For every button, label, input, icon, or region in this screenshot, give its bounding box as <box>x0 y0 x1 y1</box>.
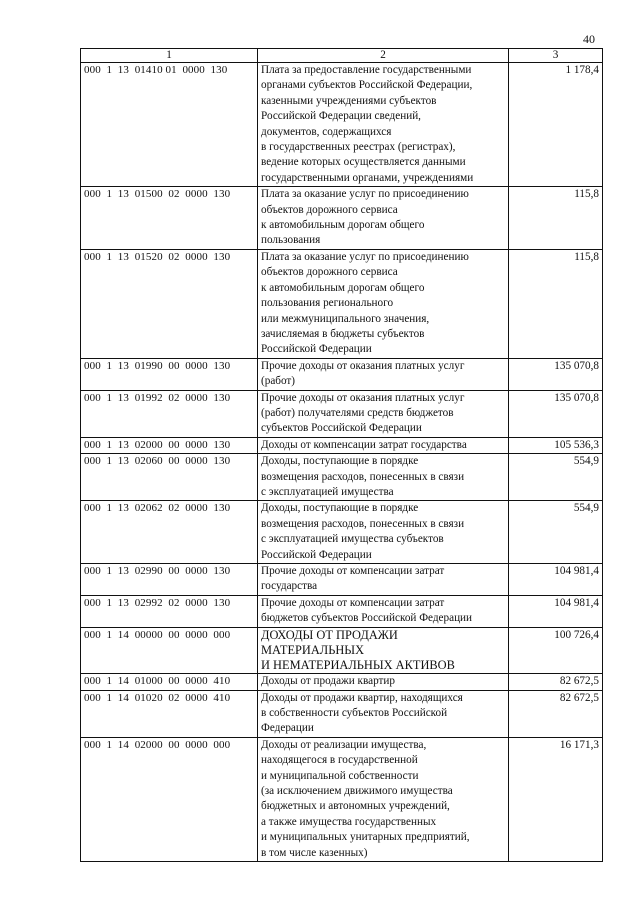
amount-cell: 105 536,3 <box>509 437 603 453</box>
revenue-name-cell: Прочие доходы от оказания платных услуг (работ) получателями средств бюджетов субъектов Российской Федерации <box>258 390 509 437</box>
amount-cell: 554,9 <box>509 501 603 564</box>
revenue-name-cell: Прочие доходы от оказания платных услуг (работ) <box>258 358 509 390</box>
table-row <box>81 249 603 358</box>
page-number: 40 <box>583 32 595 46</box>
table-row <box>81 690 603 737</box>
revenue-name-cell: Прочие доходы от компенсации затрат бюджетов субъектов Российской Федерации <box>258 595 509 627</box>
table-row <box>81 627 603 674</box>
table-row <box>81 187 603 250</box>
revenue-name-cell: Прочие доходы от компенсации затрат государства <box>258 564 509 596</box>
revenue-name-cell: Доходы от продажи квартир, находящихся в собственности субъектов Российской Федерации <box>258 690 509 737</box>
budget-code-cell: 000 1 13 02062 02 0000 130 <box>81 501 258 564</box>
revenue-table <box>80 48 603 862</box>
amount-cell: 135 070,8 <box>509 390 603 437</box>
table-header-row <box>81 49 603 63</box>
revenue-name-cell: Доходы от реализации имущества, находящегося в государственной и муниципальной собственности (за исключением движимого имущества бюджетных и автономных учреждений, а также имущества государственных и муниципальных унитарных предприятий, в том числе казенных) <box>258 737 509 861</box>
budget-code-cell: 000 1 14 01000 00 0000 410 <box>81 674 258 690</box>
table-row <box>81 564 603 596</box>
amount-cell: 82 672,5 <box>509 690 603 737</box>
table-row <box>81 63 603 187</box>
budget-code-cell: 000 1 13 02990 00 0000 130 <box>81 564 258 596</box>
budget-code-cell: 000 1 13 02060 00 0000 130 <box>81 454 258 501</box>
revenue-name-cell: Доходы от продажи квартир <box>258 674 509 690</box>
table-row <box>81 595 603 627</box>
budget-code-cell: 000 1 14 01020 02 0000 410 <box>81 690 258 737</box>
table-row <box>81 437 603 453</box>
amount-cell: 104 981,4 <box>509 595 603 627</box>
revenue-name-cell: Плата за оказание услуг по присоединению объектов дорожного сервиса к автомобильным дорогам общего пользования регионального или межмуниципального значения, зачисляемая в бюджеты субъектов Российской Федерации <box>258 249 509 358</box>
budget-code-cell: 000 1 13 02992 02 0000 130 <box>81 595 258 627</box>
revenue-name-cell: Плата за предоставление государственными органами субъектов Российской Федерации, казенными учреждениями субъектов Российской Федерации сведений, документов, содержащихся в государственных реестрах (регистрах), ведение которых осуществляется данными государственными органами, учреждениями <box>258 63 509 187</box>
column-header-name: 2 <box>258 49 509 63</box>
column-header-amount: 3 <box>509 49 603 63</box>
table-row <box>81 674 603 690</box>
table-row <box>81 390 603 437</box>
budget-code-cell: 000 1 13 02000 00 0000 130 <box>81 437 258 453</box>
revenue-name-cell: Доходы от компенсации затрат государства <box>258 437 509 453</box>
amount-cell: 104 981,4 <box>509 564 603 596</box>
amount-cell: 135 070,8 <box>509 358 603 390</box>
budget-code-cell: 000 1 13 01520 02 0000 130 <box>81 249 258 358</box>
amount-cell: 115,8 <box>509 187 603 250</box>
table-row <box>81 454 603 501</box>
amount-cell: 115,8 <box>509 249 603 358</box>
budget-code-cell: 000 1 13 01990 00 0000 130 <box>81 358 258 390</box>
table-row <box>81 501 603 564</box>
amount-cell: 100 726,4 <box>509 627 603 674</box>
budget-code-cell: 000 1 13 01992 02 0000 130 <box>81 390 258 437</box>
revenue-name-cell: Доходы, поступающие в порядке возмещения расходов, понесенных в связи с эксплуатацией имущества <box>258 454 509 501</box>
budget-code-cell: 000 1 14 00000 00 0000 000 <box>81 627 258 674</box>
budget-code-cell: 000 1 13 01410 01 0000 130 <box>81 63 258 187</box>
budget-code-cell: 000 1 13 01500 02 0000 130 <box>81 187 258 250</box>
amount-cell: 16 171,3 <box>509 737 603 861</box>
table-row <box>81 737 603 861</box>
amount-cell: 82 672,5 <box>509 674 603 690</box>
amount-cell: 554,9 <box>509 454 603 501</box>
revenue-name-cell: ДОХОДЫ ОТ ПРОДАЖИ МАТЕРИАЛЬНЫХ И НЕМАТЕРИАЛЬНЫХ АКТИВОВ <box>258 627 509 674</box>
column-header-code: 1 <box>81 49 258 63</box>
table-row <box>81 358 603 390</box>
budget-code-cell: 000 1 14 02000 00 0000 000 <box>81 737 258 861</box>
amount-cell: 1 178,4 <box>509 63 603 187</box>
revenue-name-cell: Доходы, поступающие в порядке возмещения расходов, понесенных в связи с эксплуатацией имущества субъектов Российской Федерации <box>258 501 509 564</box>
revenue-name-cell: Плата за оказание услуг по присоединению объектов дорожного сервиса к автомобильным дорогам общего пользования <box>258 187 509 250</box>
